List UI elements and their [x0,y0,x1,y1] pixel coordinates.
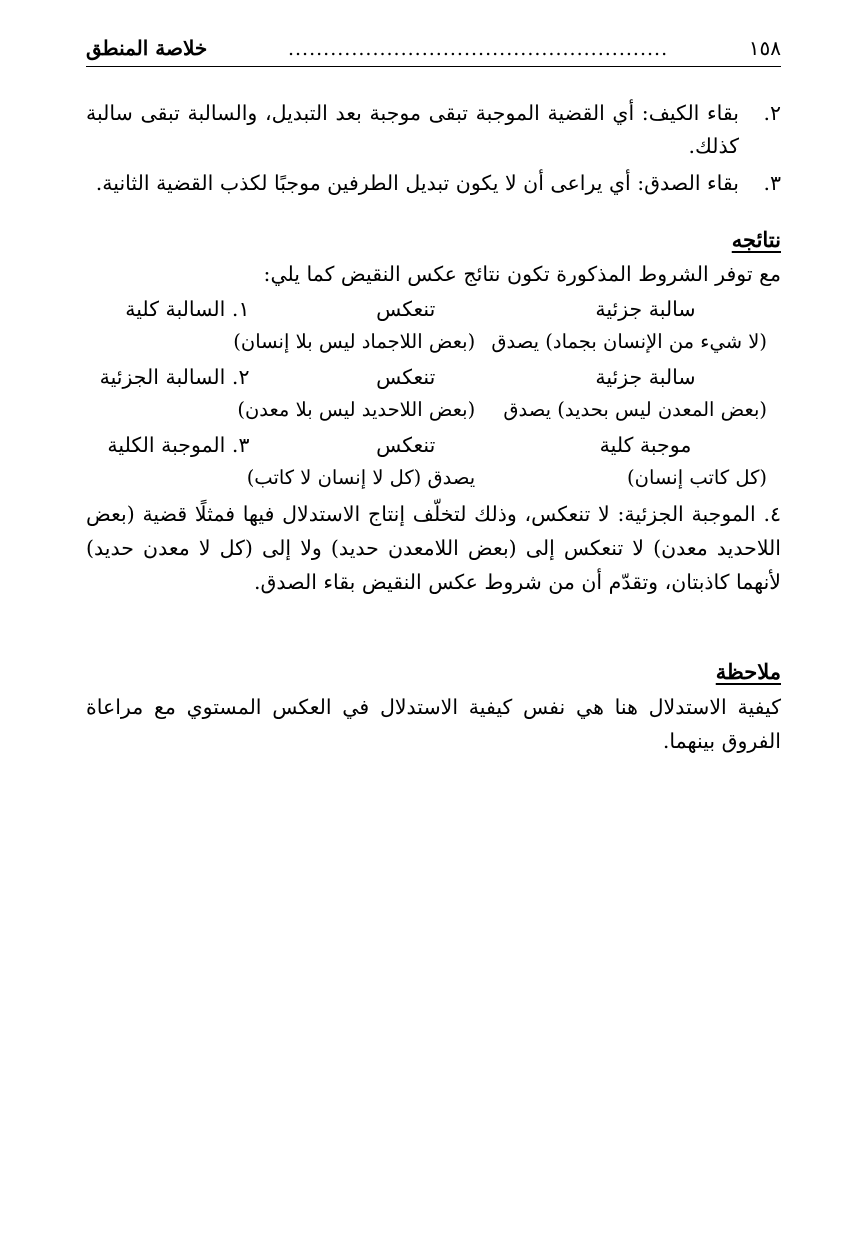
section-spacer [86,599,781,633]
conversion-source [86,429,301,462]
list-item-text: بقاء الكيف: أي القضية الموجبة تبقى موجبة بعد التبديل، والسالبة تبقى سالبة كذلك. [86,101,739,159]
conversion-row [86,429,781,462]
conversion-marker: ٣. [231,432,250,457]
conversion-example-result: يصدق (كل لا إنسان لا كاتب) [246,465,476,489]
list-item [86,97,781,163]
page-header [86,36,781,67]
section-heading-note: ملاحظة [715,658,781,684]
conversion-example-result: (بعض اللاحديد ليس بلا معدن) [237,397,476,421]
conversion-target: موجبة كلية [599,432,692,457]
conversion-marker: ١. [231,296,250,321]
conversion-example [86,394,781,425]
conversion-source-label: السالبة الجزئية [99,364,226,389]
conversion-entry [86,361,781,425]
conversion-verb: تنعكس [376,296,436,321]
list-item-marker: ٣. [763,171,781,196]
conversion-example-premise: (لا شيء من الإنسان بجماد) يصدق [491,329,767,353]
conversion-example [86,326,781,357]
conversion-example-premise: (بعض المعدن ليس بحديد) يصدق [503,397,767,421]
conversion-row [86,361,781,394]
list-item-text: بقاء الصدق: أي يراعى أن لا يكون تبديل الطرفين موجبًا لكذب القضية الثانية. [95,171,739,196]
conversion-source-label: الموجبة الكلية [107,432,226,457]
fourth-case-paragraph: ٤. الموجبة الجزئية: لا تنعكس، وذلك لتخلّف إنتاج الاستدلال فيها فمثلًا قضية (بعض اللاحديد معدن) لا تنعكس إلى (بعض اللامعدن حديد) ولا إلى (كل لا معدن حديد) لأنهما كاذبتان، وتقدّم أن من شروط عكس النقيض بقاء الصدق. [86,501,781,594]
note-paragraph: كيفية الاستدلال هنا هي نفس كيفية الاستدلال في العكس المستوي مع مراعاة الفروق بينهما. [86,694,781,753]
book-title: خلاصة المنطق [86,36,208,60]
conversion-verb: تنعكس [376,364,436,389]
results-intro: مع توفر الشروط المذكورة تكون نتائج عكس النقيض كما يلي: [263,261,781,286]
conversion-entry [86,293,781,357]
conversion-verb: تنعكس [376,432,436,457]
conditions-list [86,97,781,201]
page-number: ١٥٨ [748,36,781,60]
conversion-example-premise: (كل كاتب إنسان) [627,465,767,489]
conversion-source [86,293,301,326]
header-dot-leader: ...................................................... [287,38,669,60]
conversion-entry [86,429,781,493]
conversion-example-result: (بعض اللاجماد ليس بلا إنسان) [233,329,476,353]
conversion-source-label: السالبة كلية [125,296,226,321]
conversion-target: سالبة جزئية [595,296,696,321]
conversion-marker: ٢. [231,364,250,389]
list-item [86,167,781,200]
list-item-marker: ٢. [763,101,781,125]
conversion-target: سالبة جزئية [595,364,696,389]
section-heading-results: نتائجه [731,226,781,252]
conversion-example [86,462,781,493]
conversion-row [86,293,781,326]
conversion-source [86,361,301,394]
